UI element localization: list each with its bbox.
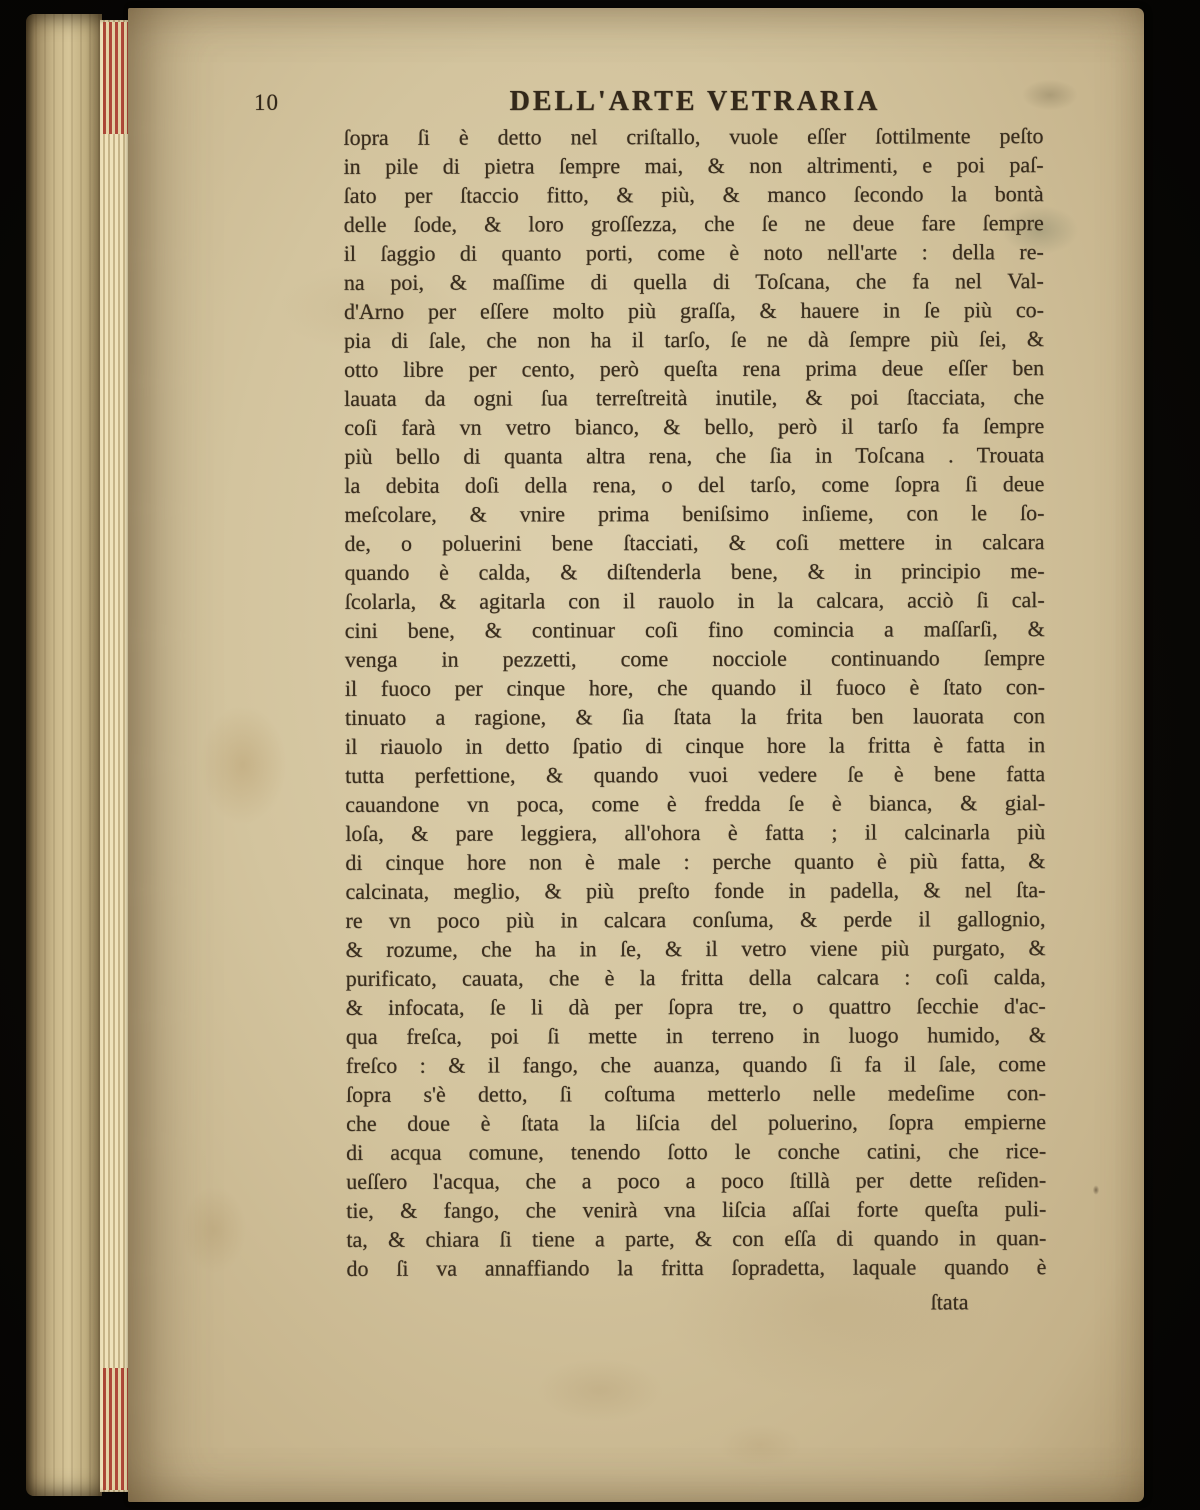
page-number: 10 [254,90,279,115]
text-line: ſopra s'è detto, ſi coſtuma metterlo nelle medeſime con- [345,1080,1047,1107]
text-line: lauata da ogni ſua terreſtreità inutile, & poi ſtacciata, che [344,384,1045,411]
text-line: la debita doſi della rena, o del tarſo, come ſopra ſi deue [344,471,1045,498]
text-line: venga in pezzetti, come nocciole continuando ſempre [344,645,1045,672]
text-line: quando è calda, & diſtenderla bene, & in principio me- [344,558,1045,585]
catchword: ſtata [930,1289,969,1315]
text-line: na poi, & maſſime di quella di Toſcana, che fa nel Val- [343,268,1044,295]
text-line: tie, & fango, che venirà vna liſcia aſſai forte queſta puli- [346,1196,1047,1223]
text-line: più bello di quanta altra rena, che ſia in Toſcana . Trouata [344,442,1045,469]
text-line: ueſſero l'acqua, che a poco a poco ſtillà per dette reſiden- [346,1167,1047,1194]
running-title: DELL'ARTE VETRARIA [509,86,881,117]
text-line: & rozume, che ha in ſe, & il vetro viene più purgato, & [345,935,1046,962]
text-line: ſato per ſtaccio fitto, & più, & manco ſecondo la bontà [343,181,1044,208]
text-line: di acqua comune, tenendo ſotto le conche catini, che rice- [346,1138,1047,1165]
text-line: cauandone vn poca, come è fredda ſe è bianca, & gial- [345,790,1046,817]
text-line: pia di ſale, che non ha il tarſo, ſe ne dà ſempre più ſei, & [343,326,1045,353]
text-line: d'Arno per eſſere molto più graſſa, & hauere in ſe più co- [343,297,1044,324]
text-line: do ſi va annaffiando la fritta ſopradetta, laquale quando è [346,1254,1047,1281]
book-page [128,8,1144,1502]
text-line: il fuoco per cinque hore, che quando il fuoco è ſtato con- [344,674,1045,701]
text-line: meſcolare, & vnire prima beniſsimo inſieme, con le ſo- [344,500,1045,527]
text-line: tutta perfettione, & quando vuoi vedere ſe è bene fatta [345,761,1046,788]
text-line: de, o poluerini bene ſtacciati, & coſi mettere in calcara [344,529,1045,556]
text-block [343,121,1046,1318]
page-header [128,86,1144,122]
text-line: freſco : & il fango, che auanza, quando ſi fa il ſale, come [345,1051,1046,1078]
red-stained-edge-bottom [103,1368,131,1490]
text-line: & infocata, ſe li dà per ſopra tre, o quattro ſecchie d'ac- [345,993,1046,1020]
text-line: ſopra ſi è detto nel criſtallo, vuole eſſer ſottilmente peſto [343,123,1044,150]
text-line: ta, & chiara ſi tiene a parte, & con eſſa di quando in quan- [346,1225,1047,1252]
text-line: ſcolarla, & agitarla con il rauolo in la calcara, acciò ſi cal- [344,587,1045,614]
body-text [343,121,1046,1283]
text-line: delle ſode, & loro groſſezza, che ſe ne deue fare ſempre [343,210,1044,237]
text-line: purificato, cauata, che è la fritta della calcara : coſi calda, [345,964,1046,991]
text-line: loſa, & pare leggiera, all'ohora è fatta ; il calcinarla più [345,819,1046,846]
text-line: coſi farà vn vetro bianco, & bello, però il tarſo fa ſempre [344,413,1045,440]
text-line: calcinata, meglio, & più preſto fonde in padella, & nel ſta- [345,877,1046,904]
red-stained-edge-top [103,22,131,134]
text-line: che doue è ſtata la liſcia del poluerino, ſopra empierne [346,1109,1047,1136]
text-line: otto libre per cento, però queſta rena prima deue eſſer ben [344,355,1045,382]
text-line: re vn poco più in calcara conſuma, & perde il gallognio, [345,906,1046,933]
text-line: tinuato a ragione, & ſia ſtata la frita ben lauorata con [344,703,1046,730]
text-line: il ſaggio di quanto porti, come è noto nell'arte : della re- [343,239,1044,266]
book-cover-spine [26,14,102,1496]
text-line: qua freſca, poi ſi mette in terreno in luogo humido, & [345,1022,1046,1049]
text-line: di cinque hore non è male : perche quanto è più fatta, & [345,848,1046,875]
text-line: cini bene, & continuar coſi fino comincia a maſſarſi, & [344,616,1045,643]
text-line: in pile di pietra ſempre mai, & non altrimenti, e poi paſ- [343,152,1044,179]
text-line: il riauolo in detto ſpatio di cinque hore la fritta è fatta in [345,732,1046,759]
